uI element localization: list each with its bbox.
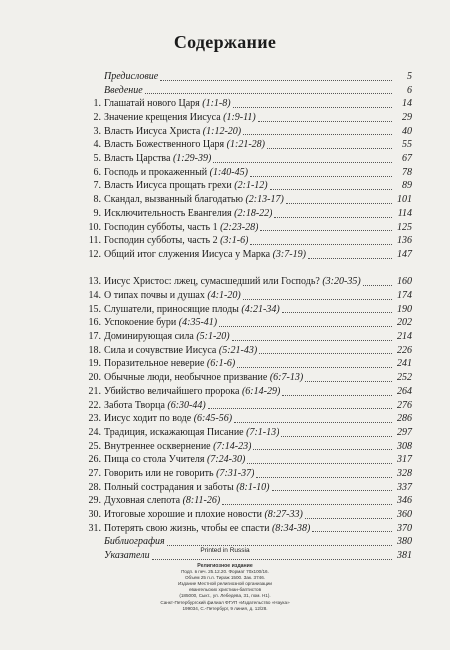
toc-entry: [80, 399, 412, 413]
toc-entry-number: 1.: [93, 98, 101, 110]
toc-entry-number: 20.: [88, 372, 101, 384]
toc-entry-title-text: Власть Иисуса прощать грехи: [104, 180, 235, 192]
dot-leader: [253, 449, 392, 450]
toc-entry-title-text: Забота Творца: [104, 399, 168, 411]
toc-entry-scripture-ref: (3:1-6): [220, 235, 249, 247]
toc-entry-scripture-ref: (2:13-17): [245, 194, 284, 206]
toc-entry-page-number: 190: [397, 303, 412, 315]
toc-entry: [80, 125, 412, 139]
dot-leader: [250, 244, 392, 245]
toc-entry-scripture-ref: (6:7-13): [269, 372, 304, 384]
dot-leader: [234, 422, 392, 423]
toc-entry-page-number: 67: [402, 153, 412, 165]
dot-leader: [308, 258, 392, 259]
toc-entry-title: [104, 207, 272, 221]
toc-entry-number: 24.: [88, 426, 101, 438]
toc-entry-scripture-ref: (6:1-6): [206, 358, 236, 370]
toc-entry-title: [104, 152, 211, 166]
toc-entry-scripture-ref: (6:14-29): [241, 385, 281, 397]
toc-entry-scripture-ref: (6:45-56): [193, 413, 233, 425]
dot-leader: [270, 189, 392, 190]
toc-entry-number: 15.: [88, 303, 101, 315]
toc-entry-number: 31.: [88, 522, 101, 534]
toc-entry-scripture-ref: (4:1-20): [207, 290, 241, 301]
toc-entry-page-number: 147: [397, 248, 412, 260]
toc-entry-scripture-ref: (2:23-28): [220, 221, 259, 233]
toc-entry-scripture-ref: (1:12-20): [202, 125, 242, 137]
imprint-line: Подп. в печ. 25.12.20. Формат 70х100/16.: [181, 569, 269, 575]
toc-entry-page-number: 276: [397, 399, 412, 411]
toc-entry-title-text: Общий итог служения Иисуса у Марка: [104, 248, 273, 260]
toc-entry-page-number: 241: [397, 358, 412, 370]
toc-entry: [80, 111, 412, 125]
toc-entry-title: [104, 234, 248, 248]
toc-entry-title: [104, 440, 251, 454]
toc-entry-page-number: 174: [397, 290, 412, 301]
toc-entry: [80, 371, 412, 385]
toc-entry: [80, 508, 412, 522]
toc-entry-number: 23.: [88, 413, 101, 425]
toc-entry-number: 22.: [88, 399, 101, 411]
toc-entry-title: [104, 275, 361, 289]
toc-entry: [80, 138, 412, 152]
toc-entry-title-text: Иисус Христос: лжец, сумасшедший или Господь?: [104, 276, 323, 288]
dot-leader: [267, 148, 392, 149]
imprint-line: (185000, Сыкт., ул. Лебедева, 31, пом. Н1).: [179, 593, 271, 599]
toc-entry-title: [104, 111, 256, 125]
dot-leader: [219, 326, 392, 327]
toc-entry: [80, 221, 412, 235]
toc-entry-title-text: Господин субботы, часть 1: [104, 221, 221, 233]
toc-entry-page-number: 264: [397, 385, 412, 397]
toc-entry-title: [104, 385, 280, 399]
toc-entry-scripture-ref: (8:34-38): [271, 522, 311, 534]
toc-entry-page-number: 14: [402, 98, 412, 110]
toc-entry-title-text: Власть Божественного Царя: [104, 139, 227, 151]
toc-entry: [80, 97, 412, 111]
toc-entry-page-number: 101: [397, 194, 412, 206]
toc-entry-title-text: Поразительное неверие: [104, 358, 207, 370]
dot-leader: [363, 285, 392, 286]
toc-entry: [80, 152, 412, 166]
toc-entry-page-number: 29: [402, 112, 412, 124]
dot-leader: [312, 531, 392, 532]
toc-entry-title: [104, 97, 231, 111]
toc-entry-title-text: Успокоение бури: [104, 317, 179, 329]
toc-entry-scripture-ref: (4:35-41): [178, 317, 218, 329]
toc-entry: [80, 467, 412, 481]
toc-entry-title-text: Значение крещения Иисуса: [104, 112, 224, 124]
dot-leader: [259, 353, 392, 354]
toc-entry-scripture-ref: (7:31-37): [216, 467, 255, 479]
toc-entry-title-text: Указатели: [104, 550, 150, 562]
page-title: Содержание: [173, 32, 277, 52]
dot-leader: [282, 312, 392, 313]
toc-entry-scripture-ref: (8:27-33): [264, 509, 303, 520]
toc-entry-title-text: Предисловие: [104, 70, 159, 82]
toc-entry-number: 4.: [93, 139, 101, 151]
toc-entry: [80, 262, 412, 289]
toc-entry-title-text: Итоговые хорошие и плохие новости: [104, 509, 265, 520]
toc-entry-title: [104, 303, 280, 317]
toc-entry-title: [104, 344, 257, 358]
toc-entry-title-text: Введение: [104, 84, 143, 96]
printed-in-note: Printed in Russia: [200, 547, 250, 554]
dot-leader: [258, 121, 392, 122]
toc-entry-title: [104, 508, 303, 522]
toc-entry-title: [104, 248, 306, 262]
toc-entry: [80, 344, 412, 358]
toc-entry-title-text: Исключительность Евангелия: [104, 207, 235, 219]
toc-entry-title: [104, 84, 143, 98]
imprint-line: Объем 25 п.л. Тираж 1500. Зак. 3746.: [184, 575, 266, 581]
dot-leader: [213, 162, 392, 163]
toc-entry-title: [104, 221, 258, 235]
toc-entry-title-text: Доминирующая сила: [104, 331, 197, 343]
toc-entry-title-text: Глашатай нового Царя: [104, 98, 203, 110]
toc-entry-scripture-ref: (8:11-26): [182, 495, 221, 507]
toc-entry-page-number: 136: [397, 235, 412, 247]
dot-leader: [232, 340, 392, 341]
toc-entry: [80, 385, 412, 399]
dot-leader: [256, 477, 392, 478]
toc-entry-page-number: 6: [407, 84, 412, 96]
toc-entry-scripture-ref: (3:20-35): [322, 276, 361, 288]
toc-entry-title-text: Господин субботы, часть 2: [104, 235, 221, 247]
dot-leader: [233, 107, 392, 108]
toc-entry-title: [104, 138, 265, 152]
toc-entry: [80, 70, 412, 84]
toc-entry-number: 26.: [88, 454, 101, 466]
toc-entry-number: 6.: [93, 166, 101, 178]
toc-entry-number: 17.: [88, 331, 101, 343]
toc-entry-title-text: Сила и сочувствие Иисуса: [104, 344, 219, 356]
toc-entry-scripture-ref: (5:1-20): [196, 331, 230, 343]
toc-entry: [80, 412, 412, 426]
toc-entry: [80, 494, 412, 508]
dot-leader: [167, 545, 392, 546]
toc-entry-number: 28.: [88, 481, 101, 493]
toc-entry-page-number: 78: [402, 166, 412, 178]
toc-entry-title-text: Пища со стола Учителя: [104, 454, 207, 466]
toc-entry-number: 11.: [88, 235, 101, 247]
toc-entry-page-number: 297: [397, 426, 412, 438]
toc-entry: [80, 84, 412, 98]
dot-leader: [160, 80, 392, 81]
toc-entry-title: [104, 371, 303, 385]
toc-entry-scripture-ref: (4:21-34): [241, 303, 280, 315]
toc-entry-page-number: 89: [402, 180, 412, 192]
toc-entry-scripture-ref: (5:21-43): [218, 344, 258, 356]
toc-entry-title: [104, 166, 248, 180]
toc-entry-page-number: 346: [397, 495, 412, 507]
imprint-line: 199034, С.-Петербург, 9 линия, д. 12/28.: [182, 605, 268, 611]
toc-entry-page-number: 114: [397, 207, 412, 219]
imprint-line: Религиозное издание: [197, 563, 253, 569]
toc-entry: [80, 440, 412, 454]
toc-entry-title-text: О типах почвы и душах: [104, 290, 208, 301]
toc-entry-scripture-ref: (2:18-22): [234, 207, 273, 219]
toc-entry-page-number: 370: [397, 522, 412, 534]
table-of-contents: [80, 70, 412, 563]
toc-entry-title-text: Убийство величайшего пророка: [104, 385, 242, 397]
toc-entry-title: [104, 522, 310, 536]
dot-leader: [247, 463, 392, 464]
toc-entry-number: 8.: [93, 194, 101, 206]
toc-entry-page-number: 337: [397, 481, 412, 493]
toc-entry-scripture-ref: (7:24-30): [206, 454, 246, 466]
toc-entry-number: 5.: [93, 153, 101, 165]
toc-entry-title: [104, 289, 241, 303]
toc-entry-page-number: 125: [397, 221, 412, 233]
toc-entry-number: 18.: [88, 344, 101, 356]
toc-entry-scripture-ref: (1:1-8): [202, 98, 231, 110]
toc-entry-title-text: Потерять свою жизнь, чтобы ее спасти: [104, 522, 272, 534]
toc-entry-number: 29.: [88, 495, 101, 507]
toc-entry-title: [104, 330, 230, 344]
toc-entry: [80, 481, 412, 495]
toc-entry-page-number: 214: [397, 331, 412, 343]
toc-entry-title: [104, 125, 241, 139]
toc-entry-title: [104, 193, 284, 207]
toc-entry: [80, 357, 412, 371]
toc-entry-number: 14.: [88, 290, 101, 301]
toc-entry-title: [104, 357, 235, 371]
toc-entry-page-number: 317: [397, 454, 412, 466]
dot-leader: [222, 504, 392, 505]
toc-entry-scripture-ref: (6:30-44): [167, 399, 206, 411]
toc-entry-page-number: 40: [402, 125, 412, 137]
toc-entry-title: [104, 412, 232, 426]
toc-entry-page-number: 55: [402, 139, 412, 151]
toc-entry-number: 13.: [88, 276, 101, 288]
toc-entry-scripture-ref: (2:1-12): [234, 180, 268, 192]
toc-entry-page-number: 360: [397, 509, 412, 520]
toc-entry-page-number: 381: [397, 550, 412, 562]
toc-entry-number: 9.: [93, 207, 101, 219]
toc-entry-page-number: 308: [397, 440, 412, 452]
toc-entry: [80, 330, 412, 344]
toc-entry: [80, 522, 412, 536]
toc-entry: [80, 234, 412, 248]
toc-entry-number: 21.: [88, 385, 101, 397]
toc-entry-scripture-ref: (1:21-28): [226, 139, 265, 151]
toc-entry-page-number: 328: [397, 467, 412, 479]
toc-entry-number: 30.: [88, 509, 101, 520]
toc-entry-title-text: Внутреннее осквернение: [104, 440, 214, 452]
toc-entry-title: [104, 316, 217, 330]
toc-entry: [80, 289, 412, 303]
dot-leader: [243, 299, 392, 300]
toc-entry-title-text: Полный сострадания и заботы: [104, 481, 237, 493]
toc-entry: [80, 316, 412, 330]
toc-entry-title-text: Обычные люди, необычное призвание: [104, 372, 270, 384]
toc-entry-title: [104, 467, 254, 481]
toc-entry-title: [104, 426, 279, 440]
toc-entry-page-number: 5: [407, 70, 412, 82]
dot-leader: [305, 381, 392, 382]
toc-entry-number: 27.: [88, 467, 101, 479]
toc-entry-title-text: Господь и прокаженный: [104, 166, 210, 178]
dot-leader: [281, 436, 392, 437]
toc-entry-number: 19.: [88, 358, 101, 370]
toc-entry-title-text: Говорить или не говорить: [104, 467, 217, 479]
dot-leader: [272, 490, 392, 491]
toc-entry-title-text: Власть Царства: [104, 153, 173, 165]
toc-entry-page-number: 226: [397, 344, 412, 356]
toc-entry: [80, 207, 412, 221]
toc-entry: [80, 166, 412, 180]
toc-entry-title-text: Традиция, искажающая Писание: [104, 426, 247, 438]
dot-leader: [250, 176, 392, 177]
toc-entry: [80, 248, 412, 262]
toc-entry-title-text: Скандал, вызванный благодатью: [104, 194, 246, 206]
toc-entry-title-text: Слушатели, приносящие плоды: [104, 303, 242, 315]
toc-entry-scripture-ref: (1:40-45): [209, 166, 248, 178]
toc-entry-title: [104, 453, 245, 467]
toc-entry-title-text: Власть Иисуса Христа: [104, 125, 203, 137]
dot-leader: [274, 217, 392, 218]
toc-entry-page-number: 380: [397, 536, 412, 548]
dot-leader: [237, 367, 392, 368]
toc-entry: [80, 426, 412, 440]
dot-leader: [260, 230, 392, 231]
dot-leader: [243, 134, 392, 135]
toc-entry-title-text: Иисус ходит по воде: [104, 413, 194, 425]
dot-leader: [145, 93, 392, 94]
dot-leader: [305, 518, 392, 519]
toc-entry-scripture-ref: (8:1-10): [236, 481, 270, 493]
toc-entry-scripture-ref: (7:1-13): [246, 426, 280, 438]
toc-entry-number: 2.: [93, 112, 101, 124]
toc-entry-title: [104, 179, 268, 193]
toc-entry-number: 7.: [93, 180, 101, 192]
toc-entry: [80, 180, 412, 194]
toc-entry-number: 10.: [88, 221, 101, 233]
dot-leader: [208, 408, 392, 409]
toc-entry-scripture-ref: (1:29-39): [172, 153, 212, 165]
dot-leader: [286, 203, 392, 204]
imprint-line: евангельских христиан-баптистов: [188, 587, 262, 593]
toc-entry: [80, 303, 412, 317]
toc-entry-title-text: Духовная слепота: [104, 495, 183, 507]
imprint-line: Санкт-Петербургский филиал ФГУП «Издательство «Наука»: [160, 599, 290, 605]
toc-entry-scripture-ref: (7:14-23): [213, 440, 252, 452]
toc-entry-page-number: 202: [397, 317, 412, 329]
toc-entry-scripture-ref: (3:7-19): [272, 248, 306, 260]
dot-leader: [152, 559, 392, 560]
dot-leader: [282, 395, 392, 396]
toc-entry-title-text: Библиография: [104, 536, 165, 548]
toc-entry-title: [104, 481, 270, 495]
toc-entry: [80, 193, 412, 207]
toc-entry: [80, 453, 412, 467]
imprint-line: Издание Местной религиозной организации: [178, 581, 272, 587]
toc-entry-page-number: 252: [397, 372, 412, 384]
imprint-block: [0, 563, 450, 612]
toc-entry-scripture-ref: (1:9-11): [223, 112, 256, 124]
toc-entry-page-number: 160: [397, 276, 412, 288]
toc-entry-title: [104, 70, 158, 84]
toc-entry-number: 12.: [88, 248, 101, 260]
toc-entry-title: [104, 494, 220, 508]
toc-entry-number: 25.: [88, 440, 101, 452]
toc-entry-title: [104, 399, 206, 413]
toc-entry-page-number: 286: [397, 413, 412, 425]
toc-entry-number: 3.: [93, 125, 101, 137]
toc-entry-number: 16.: [88, 317, 101, 329]
